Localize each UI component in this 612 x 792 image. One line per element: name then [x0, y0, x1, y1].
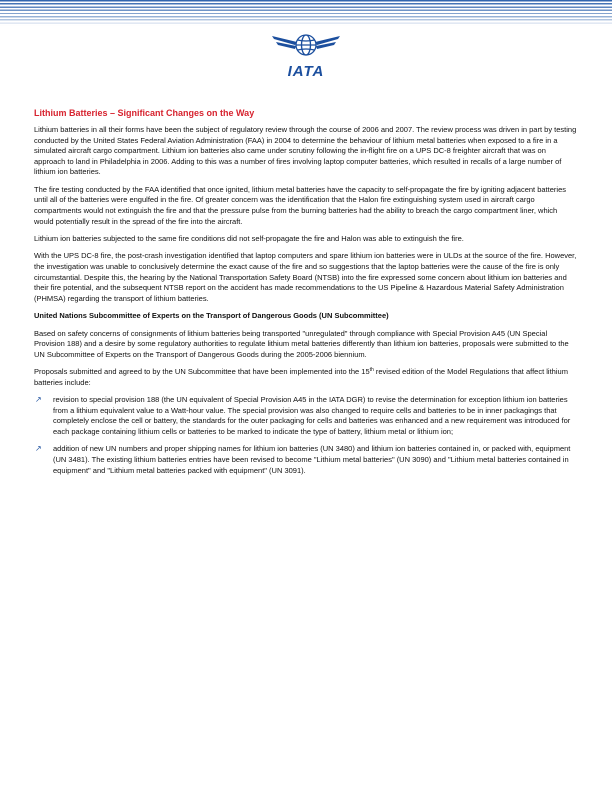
- globe-wings-icon: [270, 28, 342, 64]
- list-item-text: addition of new UN numbers and proper shipping names for lithium ion batteries (UN 3480) and lithium ion batteries contained in, or packed with, equipment (UN 3481). The existing lithium batteries entries have been revised to become "Lithium metal batteries" (UN 3090) and "Lithium metal batteries contained in equipment" and "Lithium metal batteries packed with equipment" (UN 3091).: [53, 444, 571, 475]
- arrow-bullet-icon: ↗: [35, 395, 42, 405]
- article-body: [34, 107, 578, 483]
- section-subheading: United Nations Subcommittee of Experts on the Transport of Dangerous Goods (UN Subcommittee): [34, 311, 389, 321]
- paragraph: Based on safety concerns of consignments of lithium batteries being transported "unregulated" through compliance with Special Provision A45 (UN Special Provision 188) and a desire by some regulatory authorities to regulate lithium metal batteries differently than lithium ion batteries, proposals were submitted to the UN Subcommittee of Experts on the Transport of Dangerous Goods during the 2005-2006 biennium.: [34, 328, 569, 359]
- list-item: [34, 444, 578, 476]
- iata-logo: [270, 28, 342, 80]
- intro-text-continued: revised edition of the Model Regulations that affect lithium batteries include:: [34, 367, 568, 387]
- intro-text: Proposals submitted and agreed to by the UN Subcommittee that have been implemented into the 15: [34, 367, 370, 377]
- ordinal-suffix: th: [369, 367, 374, 374]
- changes-list: [34, 395, 578, 476]
- header-stripe-band: [0, 0, 612, 26]
- paragraph: Lithium ion batteries subjected to the same fire conditions did not self-propagate the fire and Halon was able to extinguish the fire.: [34, 233, 464, 243]
- list-item-text: revision to special provision 188 (the UN equivalent of Special Provision A45 in the IATA DGR) to revise the determination for exception lithium ion batteries from a lithium equivalent value to a Watt-hour value. The special provision was also changed to require cells and batteries to be in inner packagings that completely enclose the cell or battery, the standards for the outer packaging for cells and batteries was enhanced and a new requirement was introduced for each package containing lithium cells or batteries to be marked to indicate the type of battery, lithium metal or lithium ion;: [53, 395, 571, 437]
- logo-wordmark: IATA: [287, 63, 325, 80]
- article-title: Lithium Batteries – Significant Changes on the Way: [34, 108, 255, 118]
- arrow-bullet-icon: ↗: [35, 444, 42, 454]
- list-item: [34, 395, 578, 437]
- paragraph: With the UPS DC-8 fire, the post-crash investigation identified that laptop computers and spare lithium ion batteries were in ULDs at the source of the fire. However, the investigation was unable to conclusively determine the exact cause of the fire and so suggestions that the laptop batteries were the cause of the fire is only circumstantial. Despite this, the hearing by the National Transportation Safety Board (NTSB) into the fire expressed some concern about lithium ion batteries and their fire potential, and the subsequent NTSB report on the accident has made recommendations to the US Pipeline & Hazardous Material Safety Administration (PHMSA) regarding the transport of lithium batteries.: [34, 251, 577, 303]
- intro-paragraph: [34, 367, 578, 388]
- paragraph: The fire testing conducted by the FAA identified that once ignited, lithium metal batteries have the capacity to self-propagate the fire by igniting adjacent batteries until all of the batteries were engulfed in the fire. Of greater concern was the identification that the Halon fire extinguishing system used in aircraft cargo compartments would not extinguish the fire and that the pressure pulse from the burning batteries had the ability to breach the cargo compartment liner, which would potentially result in the spread of the fire into the aircraft.: [34, 184, 566, 226]
- paragraph: Lithium batteries in all their forms have been the subject of regulatory review through the course of 2006 and 2007. The review process was driven in part by testing conducted by the United States Federal Aviation Administration (FAA) in 2004 to determine the behaviour of lithium metal batteries when exposed to a fire in a simulated aircraft cargo compartment. Lithium ion batteries also came under scrutiny following the in-flight fire on a UPS DC-8 freighter aircraft that was on approach to land in Philadelphia in 2006. Adding to this was a number of fires involving laptop computer batteries, which resulted in recalls of a large number of lithium ion batteries.: [34, 125, 577, 177]
